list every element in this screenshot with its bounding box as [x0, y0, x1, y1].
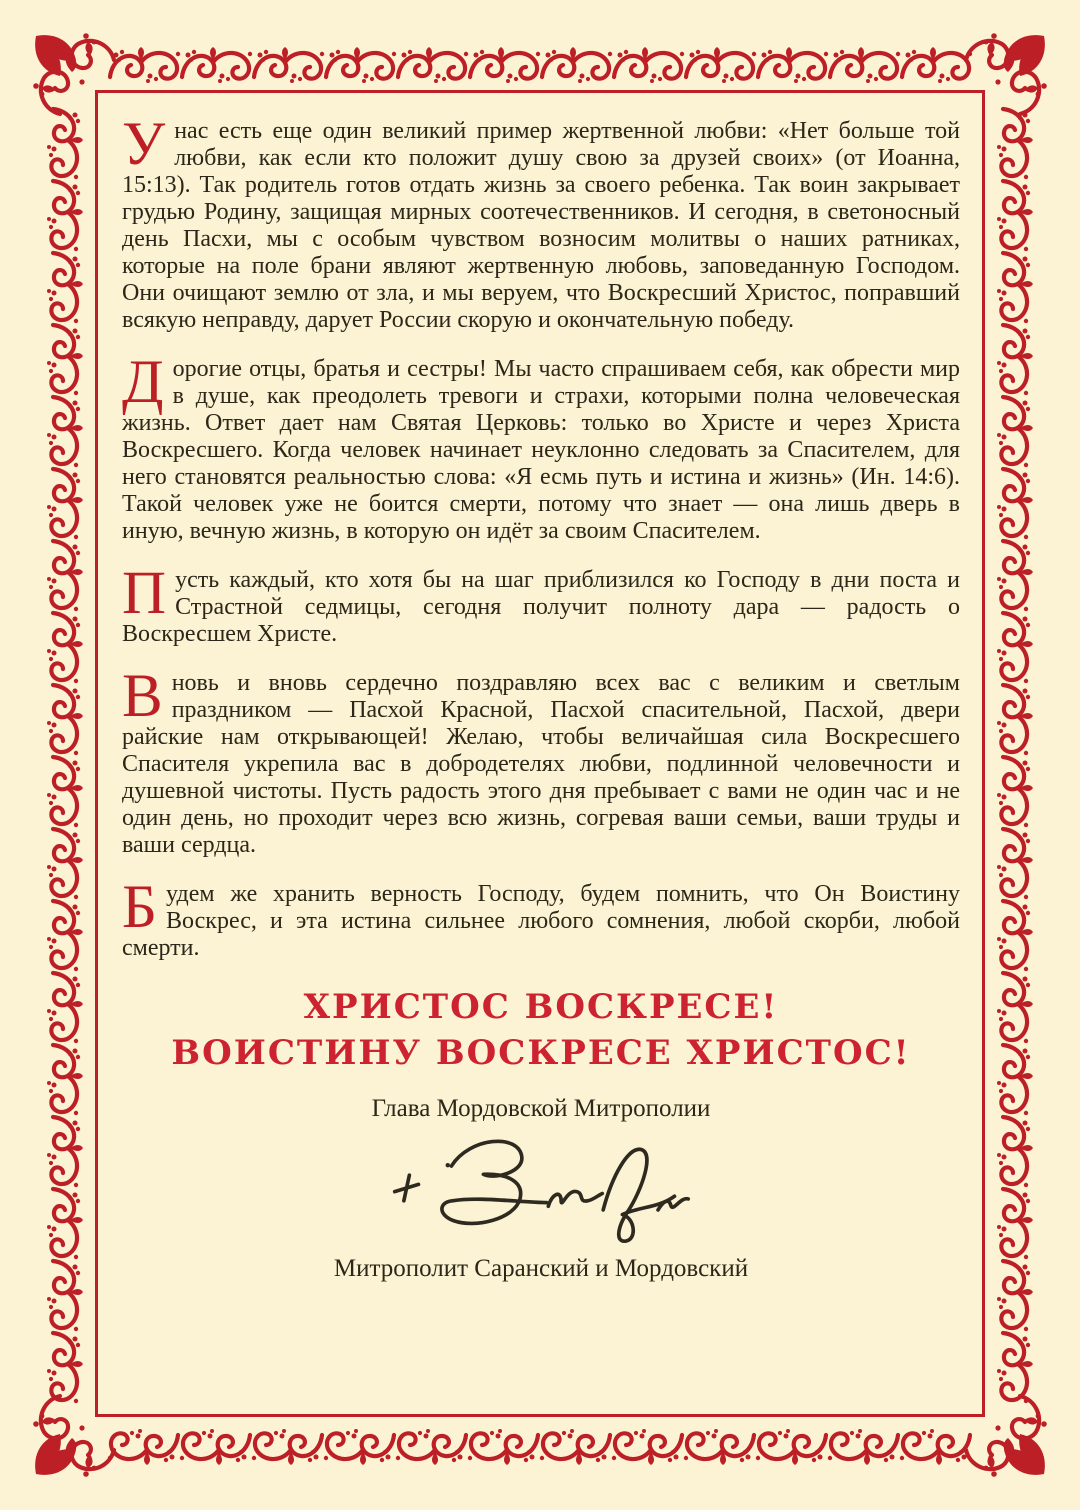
drop-cap: В — [122, 663, 163, 730]
letter-paragraph-2 — [122, 349, 960, 545]
paragraph-text: удем же хранить верность Господу, будем помнить, что Он Воистину Воскрес, и эта истина сильнее любого сомнения, любой скорби, любой смерти. — [122, 881, 960, 961]
paragraph-text: новь и вновь сердечно поздравляю всех вас с великим и светлым праздником — Пасхой Красной, Пасхой спасительной, Пасхой, двери райские нам открывающей! Желаю, чтобы величайшая сила Воскресшего Спасителя укрепила вас в добродетелях любви, подлинной человечности и душевной чистоты. Пусть радость этого дня пребывает с вами не один час и не один день, но проходит через всю жизнь, согревая ваши семьи, ваши труды и ваши сердца. — [122, 670, 960, 858]
border-strip-bottom — [108, 1429, 970, 1465]
drop-cap: Д — [122, 349, 164, 416]
letter-paragraph-3 — [122, 560, 960, 648]
border-strip-left — [47, 109, 83, 1403]
signature-flourish-icon — [361, 1124, 721, 1252]
proclamation-line-1: ХРИСТОС ВОСКРЕСЕ! — [303, 987, 779, 1027]
cross-icon — [395, 1175, 419, 1201]
letter-paragraph-4 — [122, 663, 960, 859]
paragraph-text: нас есть еще один великий пример жертвенной любви: «Нет больше той любви, как если кто положит душу свою за друзей своих» (от Иоанна, 15:13). Так родитель готов отдать жизнь за своего ребенка. Так воин закрывает грудью Родину, защищая мирных соотечественников. И сегодня, в светоносный день Пасхи, мы с особым чувством возносим молитвы о наших ратниках, которые на поле брани являют жертвенную любовь, заповеданную Господом. Они очищают землю от зла, и мы веруем, что Воскресший Христос, поправший всякую неправду, дарует России скорую и окончательную победу. — [122, 118, 960, 333]
letter-body — [122, 118, 960, 1410]
letter-paragraph-1 — [122, 118, 960, 334]
drop-cap: П — [122, 560, 167, 627]
proclamation-line-2: ВОИСТИНУ ВОСКРЕСЕ ХРИСТОС! — [171, 1033, 911, 1073]
border-strip-top — [110, 47, 972, 83]
drop-cap: У — [122, 118, 166, 178]
border-strip-right — [997, 109, 1033, 1403]
signature-title: Глава Мордовской Митрополии — [371, 1095, 711, 1122]
paschal-proclamation — [122, 984, 960, 1076]
drop-cap: Б — [122, 874, 158, 941]
paragraph-text: усть каждый, кто хотя бы на шаг приблизился ко Господу в дни поста и Страстной седмицы, сегодня получит полноту дара — радость о Воскресшем Христе. — [122, 567, 960, 647]
paragraph-text: орогие отцы, братья и сестры! Мы часто спрашиваем себя, как обрести мир в душе, как преодолеть тревоги и страхи, которыми полна человеческая жизнь. Ответ дает нам Святая Церковь: только во Христе и через Христа Воскресшего. Когда человек начинает неуклонно следовать за Спасителем, для него становятся реальностью слова: «Я есмь путь и истина и жизнь» (Ин. 14:6). Такой человек уже не боится смерти, потому что знает — она лишь дверь в иную, вечную жизнь, в которую он идёт за своим Спасителем. — [122, 356, 960, 544]
signature-name: Митрополит Саранский и Мордовский — [333, 1255, 749, 1282]
letter-paragraph-5 — [122, 874, 960, 962]
